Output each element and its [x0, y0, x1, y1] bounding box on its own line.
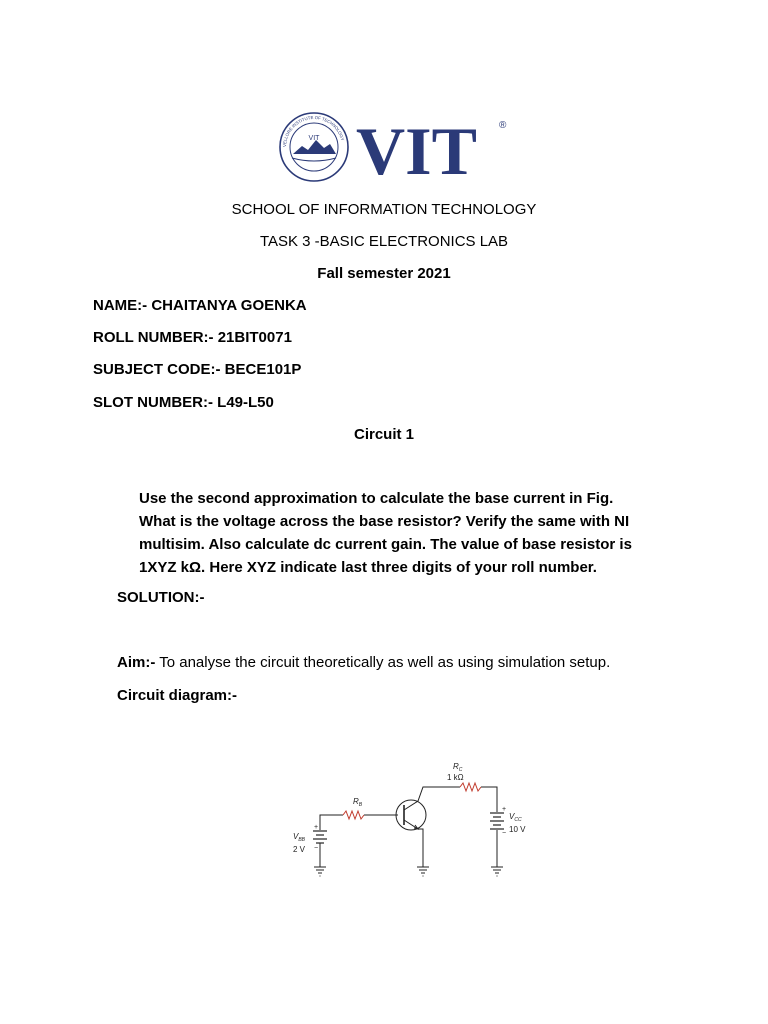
question-line: What is the voltage across the base resistor? Verify the same with NI [139, 513, 630, 530]
vcc-battery [490, 813, 504, 829]
aim-label: Aim:- [117, 654, 156, 671]
vcc-value: 10 V [509, 825, 526, 834]
vbb-value: 2 V [293, 845, 306, 854]
rc-label: $R_C$ [453, 762, 463, 773]
vit-seal [280, 113, 348, 181]
solution-label: SOLUTION:- [117, 589, 205, 606]
aim-text: To analyse the circuit theoretically as well as using simulation setup. [155, 654, 611, 671]
vcc-upper-wire [481, 787, 497, 812]
vcc-label: $V_{CC}$ [509, 812, 522, 823]
question-text [139, 487, 659, 579]
transistor-body [396, 800, 426, 830]
ground-icon [491, 867, 503, 876]
task-title: TASK 3 -BASIC ELECTRONICS LAB [259, 233, 509, 250]
circuit-title: Circuit 1 [353, 426, 414, 443]
vit-logo [276, 110, 516, 185]
registered-mark: ® [499, 120, 507, 131]
vbb-plus: + [314, 824, 319, 831]
vit-wordmark: VIT [356, 113, 477, 185]
vbb-upper-wire [320, 815, 343, 830]
question-line: Use the second approximation to calculate the base current in Fig. [139, 490, 614, 507]
slot-number: SLOT NUMBER:- L49-L50 [93, 394, 274, 411]
vbb-label: $V_{BB}$ [293, 832, 306, 843]
circuit-diagram [285, 755, 530, 885]
rc-resistor [460, 783, 481, 791]
vcc-minus: − [502, 830, 507, 837]
rb-label: $R_B$ [353, 797, 363, 808]
collector-wire [404, 787, 460, 810]
ground-icon [417, 867, 429, 876]
roll-number: ROLL NUMBER:- 21BIT0071 [93, 329, 292, 346]
seal-ring-text: VELLORE INSTITUTE OF TECHNOLOGY [281, 114, 346, 148]
vcc-plus: + [502, 806, 507, 813]
question-line: 1XYZ kΩ. Here XYZ indicate last three digits of your roll number. [139, 559, 597, 576]
question-line: multisim. Also calculate dc current gain. The value of base resistor is [139, 536, 632, 553]
semester-title: Fall semester 2021 [317, 265, 451, 282]
school-title: SCHOOL OF INFORMATION TECHNOLOGY [231, 201, 537, 218]
rc-value: 1 kΩ [447, 773, 464, 782]
circuit-diagram-label: Circuit diagram:- [117, 687, 238, 704]
vbb-battery [313, 831, 327, 843]
student-name: NAME:- CHAITANYA GOENKA [93, 297, 307, 314]
aim-line [117, 653, 610, 673]
ground-icon [314, 867, 326, 876]
vbb-minus: − [314, 845, 319, 852]
rb-resistor [343, 811, 364, 819]
subject-code: SUBJECT CODE:- BECE101P [93, 361, 302, 378]
seal-label: VIT [308, 135, 320, 142]
